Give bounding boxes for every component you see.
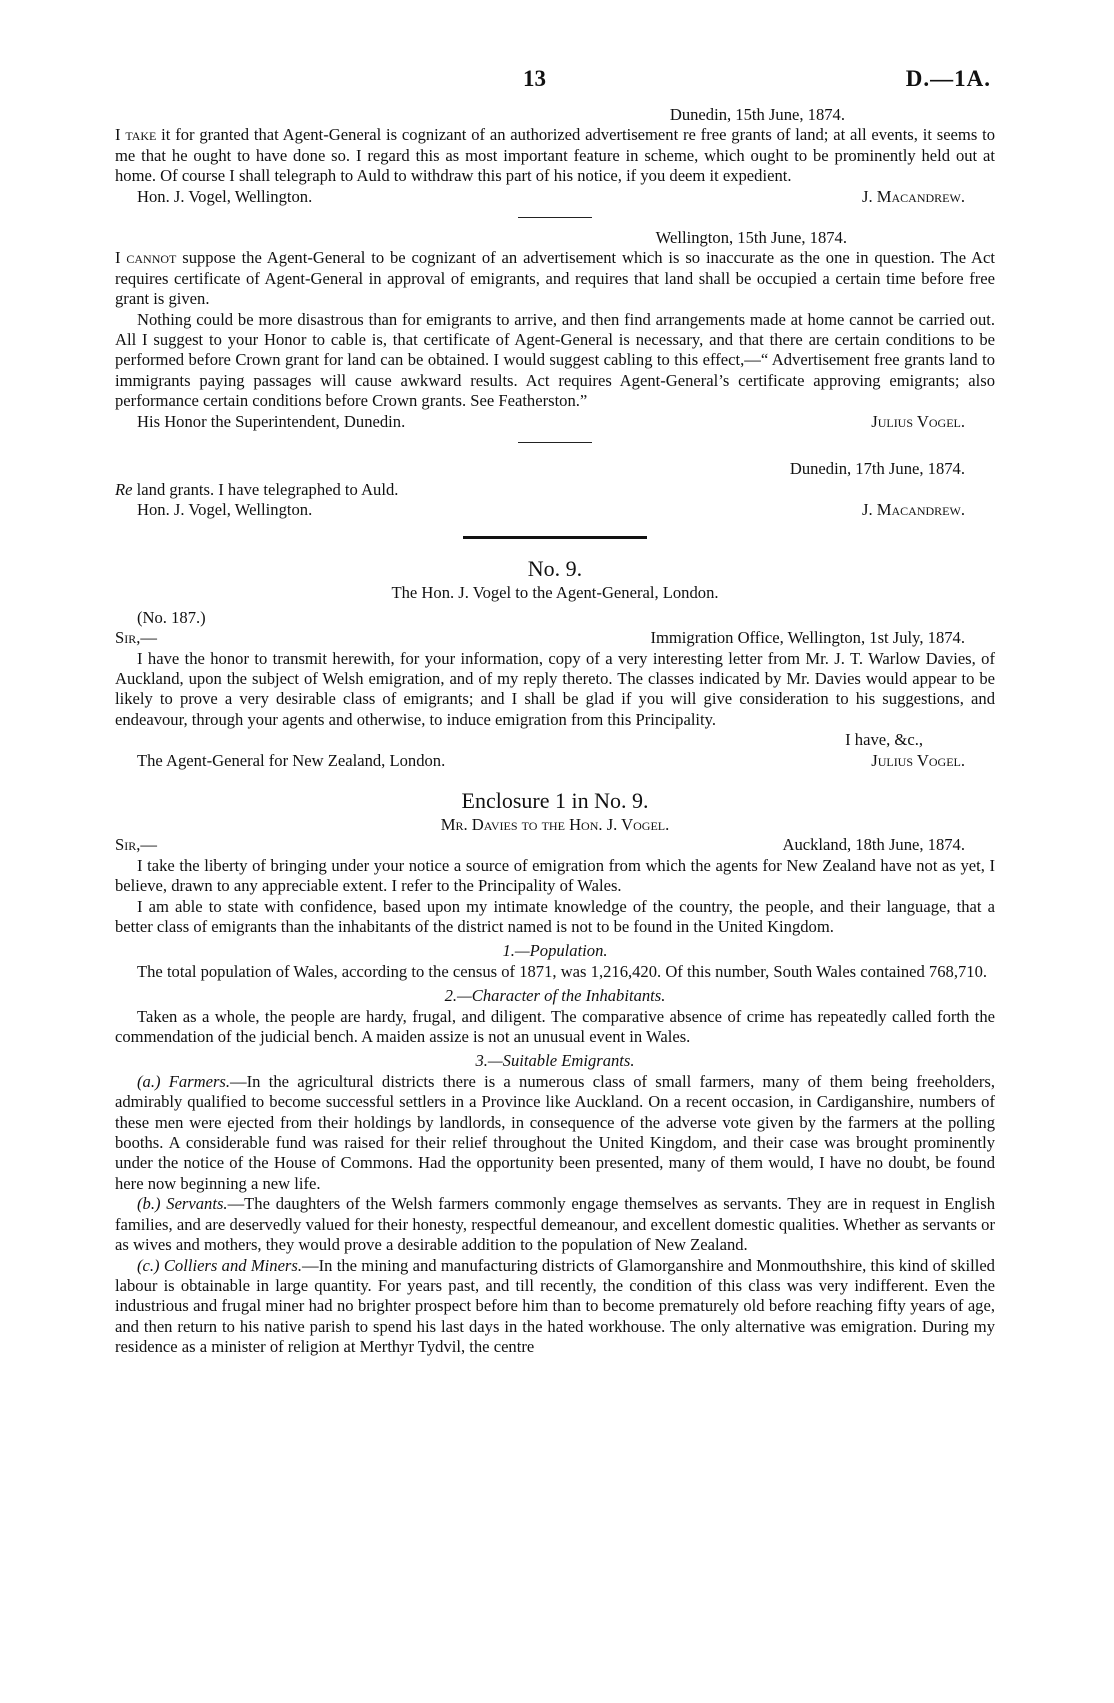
- paragraph: The total population of Wales, according to the census of 1871, was 1,216,420. Of this number, South Wales contained 768,710.: [137, 961, 988, 981]
- addressee: Hon. J. Vogel, Wellington.: [137, 499, 313, 519]
- letter-macandrew-1: [115, 105, 995, 207]
- paragraph-servants: [115, 1194, 995, 1255]
- sign-line: [115, 500, 995, 520]
- signature: Julius Vogel.: [871, 750, 965, 770]
- section-title: 1.—Population.: [502, 941, 608, 961]
- enclosure-subheading: Mr. Davies to the Hon. J. Vogel.: [440, 814, 670, 834]
- enclosure-heading: Enclosure 1 in No. 9.: [461, 787, 649, 813]
- item-label: (c.) Colliers and Miners.: [137, 1255, 302, 1275]
- item-body: —The daughters of the Welsh farmers commonly engage themselves as servants. They are in request in English families, and are deservedly valued for their honesty, respectful demeanour, and excellent domestic qualities. Whether as servants or as wives and mothers, they would prove a desirable addition to the population of New Zealand.: [115, 1194, 995, 1255]
- section-heading: No. 9.: [527, 556, 583, 582]
- signature: J. Macandrew.: [862, 186, 965, 206]
- divider: [518, 442, 592, 443]
- letter-body: [115, 125, 995, 186]
- letter-number: (No. 187.): [137, 607, 206, 627]
- item-body: —In the mining and manufacturing districts of Glamorganshire and Monmouthshire, this kind of skilled labour is obtainable in large quantity. For years past, and till recently, the condition of this class was very indifferent. Even the industrious and frugal miner had no brighter prospect before him than to become prematurely old before reaching fifty years of age, and then return to his native parish to spend his last days in the hated workhouse. The only alternative was emigration. During my residence as a minister of religion at Merthyr Tydvil, the centre: [115, 1255, 995, 1357]
- letter-macandrew-2: [115, 453, 995, 520]
- section-subheading: The Hon. J. Vogel to the Agent-General, London.: [391, 583, 719, 603]
- salutation-line: [115, 628, 995, 648]
- divider: [518, 217, 592, 218]
- signature: Julius Vogel.: [871, 411, 965, 431]
- item-label: (a.) Farmers.: [137, 1071, 231, 1091]
- addressee: His Honor the Superintendent, Dunedin.: [137, 411, 406, 431]
- letter-vogel-1: [115, 228, 995, 432]
- place-date: Wellington, 15th June, 1874.: [655, 228, 847, 248]
- salutation-line: [115, 835, 995, 855]
- section-title: 2.—Character of the Inhabitants.: [444, 986, 666, 1006]
- document-page: [115, 0, 995, 1358]
- enclosure-1: [115, 787, 995, 1358]
- page-header: [115, 0, 995, 105]
- re-word: Re: [115, 479, 133, 499]
- section-divider: [463, 536, 647, 539]
- paragraph: I am able to state with confidence, based upon my intimate knowledge of the country, the people, and their language, that a better class of emigrants than the inhabitants of the district named is not to be found in the United Kingdom.: [115, 896, 995, 936]
- letter-body: [115, 480, 995, 500]
- document-reference: D.—1A.: [905, 66, 991, 91]
- signature: J. Macandrew.: [862, 499, 965, 519]
- paragraph: I take the liberty of bringing under your notice a source of emigration from which the agents for New Zealand have not as yet, I believe, drawn to any appreciable extent. I refer to the Principality of Wales.: [115, 855, 995, 896]
- item-label: (b.) Servants.: [137, 1194, 228, 1214]
- addressee: The Agent-General for New Zealand, London.: [137, 750, 446, 770]
- paragraph-farmers: [115, 1072, 995, 1194]
- section-no-9: [115, 555, 995, 771]
- addressee: Hon. J. Vogel, Wellington.: [137, 186, 313, 206]
- lead-word: I take: [115, 125, 157, 145]
- place-date: Auckland, 18th June, 1874.: [782, 835, 965, 855]
- page-number: 13: [523, 66, 546, 91]
- salutation: Sir,—: [115, 835, 157, 855]
- closing: I have, &c.,: [845, 730, 923, 750]
- place-date: Immigration Office, Wellington, 1st July, 1874.: [650, 628, 965, 648]
- place-date: Dunedin, 15th June, 1874.: [669, 105, 845, 124]
- body-text: it for granted that Agent-General is cognizant of an authorized advertisement re free grants of land; at all events, it seems to me that he ought to have done so. I regard this as most important feature in scheme, which ought to be prominently held out at home. Of course I shall telegraph to Auld to withdraw this part of his notice, if you deem it expedient.: [115, 125, 995, 186]
- salutation: Sir,—: [115, 628, 157, 648]
- item-body: —In the agricultural districts there is a numerous class of small farmers, many of them being freeholders, admirably qualified to become successful settlers in a Province like Auckland. On a recent occasion, in Cardiganshire, numbers of these men were ejected from their holdings by landlords, in consequence of the adverse vote given by the farmers at the polling booths. A considerable fund was raised for their relief throughout the United Kingdom, and their case was brought prominently under the notice of the House of Commons. Had the opportunity been presented, many of them would, I have no doubt, be found here now beginning a new life.: [115, 1071, 995, 1193]
- sign-line: [115, 751, 995, 771]
- section-title: 3.—Suitable Emigrants.: [475, 1051, 635, 1071]
- paragraph-colliers: [115, 1256, 995, 1358]
- sign-line: [115, 187, 995, 207]
- place-date: Dunedin, 17th June, 1874.: [789, 459, 965, 479]
- sign-line: [115, 412, 995, 432]
- body-text: suppose the Agent-General to be cognizant of an advertisement which is so inaccurate as the one in question. The Act requires certificate of Agent-General in approval of emigrants, and requires that land shall be occupied a certain time before free grant is given.: [115, 248, 995, 309]
- paragraph: Taken as a whole, the people are hardy, frugal, and diligent. The comparative absence of crime has repeatedly called forth the commendation of the judicial bench. A maiden assize is not an unusual event in Wales.: [115, 1006, 995, 1047]
- body-text: land grants. I have telegraphed to Auld.: [136, 479, 399, 499]
- letter-body-2: Nothing could be more disastrous than for emigrants to arrive, and then find arrangements made at home cannot be carried out. All I suggest to your Honor to cable is, that certificate of Agent-General is necessary, and that there are certain conditions to be performed before Crown grant for land can be obtained. I would suggest cabling to this effect,—“ Advertisement free grants land to immigrants paying passages will cause awkward results. Act requires Agent-General’s certificate approving emigrants; also performance certain conditions before Crown grants. See Featherston.”: [115, 309, 995, 411]
- letter-body: [115, 248, 995, 309]
- lead-word: I cannot: [115, 248, 177, 268]
- letter-body: I have the honor to transmit herewith, for your information, copy of a very interesting letter from Mr. J. T. Warlow Davies, of Auckland, upon the subject of Welsh emigration, and of my reply thereto. The classes indicated by Mr. Davies would appear to be likely to prove a very desirable class of emigrants; and I shall be glad if you will give consideration to his suggestions, and endeavour, through your agents and otherwise, to induce emigration from this Principality.: [115, 648, 995, 729]
